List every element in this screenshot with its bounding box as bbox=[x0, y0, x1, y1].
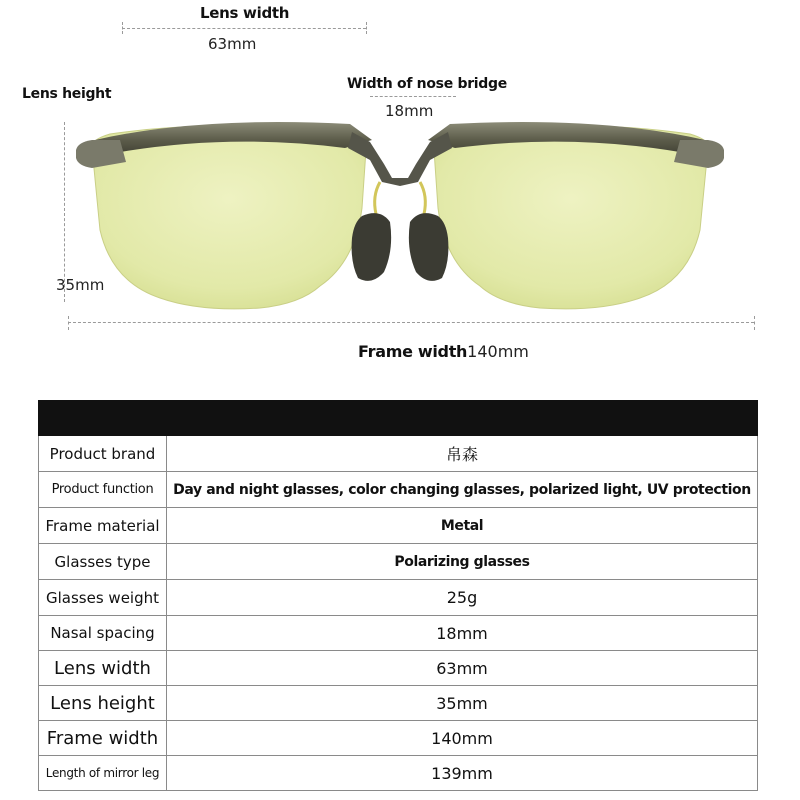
lens-width-value: 63mm bbox=[208, 35, 257, 53]
table-row bbox=[38, 616, 758, 651]
table-row bbox=[38, 508, 758, 544]
left-nose-pad-icon bbox=[352, 213, 392, 281]
frame-width-annotation bbox=[358, 342, 529, 362]
lens-height-title: Lens height bbox=[22, 86, 112, 102]
table-row bbox=[38, 756, 758, 791]
spec-name: Nasal spacing bbox=[39, 616, 167, 650]
lens-height-value: 35mm bbox=[56, 276, 105, 294]
spec-table-header bbox=[38, 400, 758, 436]
sunglasses-icon bbox=[0, 0, 800, 340]
right-lens-icon bbox=[434, 125, 708, 308]
spec-name: Lens width bbox=[39, 651, 167, 685]
table-row bbox=[38, 472, 758, 508]
spec-table bbox=[38, 400, 758, 791]
spec-value: 139mm bbox=[431, 763, 493, 783]
spec-value: 140mm bbox=[431, 728, 493, 748]
right-nose-pad-icon bbox=[409, 213, 449, 281]
spec-value: 18mm bbox=[436, 623, 488, 643]
spec-value: 25g bbox=[446, 588, 478, 607]
spec-value: 63mm bbox=[436, 658, 488, 678]
frame-width-value: 140mm bbox=[467, 342, 529, 361]
spec-name: Glasses type bbox=[39, 544, 167, 579]
spec-name: Frame material bbox=[39, 508, 167, 543]
spec-name: Length of mirror leg bbox=[39, 756, 167, 790]
table-row bbox=[38, 651, 758, 686]
spec-value: Metal bbox=[440, 517, 484, 534]
spec-name: Product function bbox=[39, 472, 167, 507]
spec-value: 帛森 bbox=[445, 445, 478, 464]
left-lens-icon bbox=[92, 125, 366, 308]
table-row bbox=[38, 686, 758, 721]
nose-bridge-title: Width of nose bridge bbox=[347, 76, 507, 92]
table-row bbox=[38, 544, 758, 580]
table-row bbox=[38, 721, 758, 756]
nose-bridge-value: 18mm bbox=[385, 102, 434, 120]
spec-name: Glasses weight bbox=[39, 580, 167, 615]
spec-value: 35mm bbox=[436, 693, 488, 713]
lens-width-title: Lens width bbox=[200, 4, 290, 22]
spec-name: Product brand bbox=[39, 436, 167, 471]
spec-value: Polarizing glasses bbox=[394, 553, 530, 570]
table-row bbox=[38, 436, 758, 472]
table-row bbox=[38, 580, 758, 616]
spec-value: Day and night glasses, color changing glasses, polarized light, UV protection bbox=[173, 481, 751, 498]
frame-width-title: Frame width bbox=[358, 342, 468, 361]
spec-name: Lens height bbox=[39, 686, 167, 720]
spec-name: Frame width bbox=[39, 721, 167, 755]
